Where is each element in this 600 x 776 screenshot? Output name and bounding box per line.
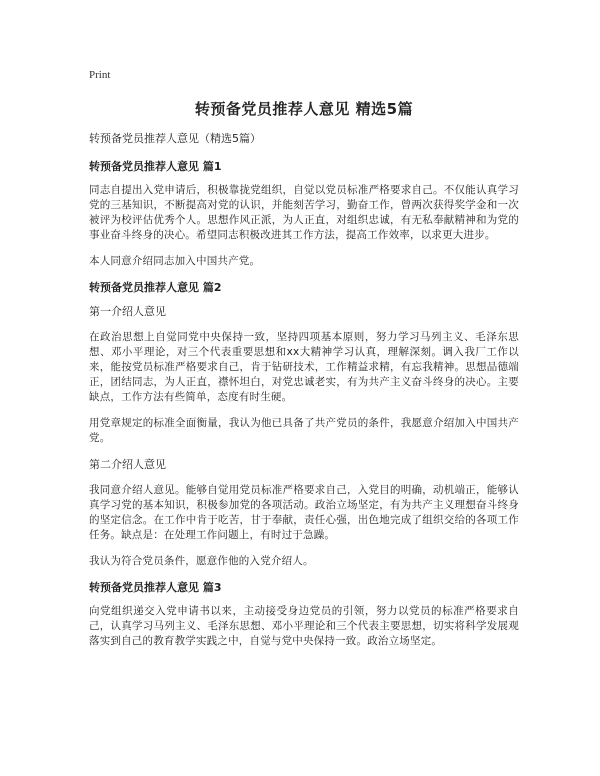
- paragraph: 同志自提出入党申请后，积极靠拢党组织，自觉以党员标准严格要求自己。不仅能认真学习党的三基知识，不断提高对党的认识，并能刻苦学习，勤奋工作，曾两次获得奖学金和一次被评为校评估优秀个人。思想作风正派，为人正直，对组织忠诚，有无私奉献精神和为党的事业奋斗终身的决心。希望同志积极改进其工作方法，提高工作效率，以求更大进步。: [89, 184, 519, 241]
- second-introducer-label: 第二介绍人意见: [89, 458, 166, 471]
- paragraph: 用党章规定的标准全面衡量，我认为他已具备了共产党员的条件，我愿意介绍加入中国共产党。: [89, 417, 519, 444]
- section-heading: 转预备党员推荐人意见 篇1: [89, 160, 222, 173]
- document-page: [89, 68, 519, 660]
- section-2: [89, 280, 519, 569]
- paragraph: 我同意介绍人意见。能够自觉用党员标准严格要求自己，入党目的明确，动机端正，能够认真学习党的基本知识，积极参加党的各项活动。政治立场坚定，有为共产主义理想奋斗终身的坚定信念。在工作中肯于吃苦，甘于奉献，责任心强，出色地完成了组织交给的各项工作任务。缺点是：在处理工作问题上，有时过于急躁。: [89, 484, 519, 541]
- paragraph: 本人同意介绍同志加入中国共产党。: [89, 255, 261, 267]
- print-label[interactable]: Print: [89, 69, 111, 81]
- section-heading: 转预备党员推荐人意见 篇2: [89, 281, 222, 294]
- first-introducer-label: 第一介绍人意见: [89, 305, 166, 318]
- page-title: 转预备党员推荐人意见 精选5篇: [194, 100, 414, 118]
- document-subtitle: 转预备党员推荐人意见（精选5篇）: [89, 132, 261, 145]
- paragraph: 向党组织递交入党申请书以来，主动接受身边党员的引领，努力以党员的标准严格要求自己，认真学习马列主义、毛泽东思想、邓小平理论和三个代表主要思想，切实将科学发展观落实到自己的教育教学实践之中，自觉与党中央保持一致。政治立场坚定。: [89, 605, 519, 647]
- section-1: [89, 159, 519, 269]
- section-3: [89, 580, 519, 649]
- paragraph: 我认为符合党员条件，愿意作他的入党介绍人。: [89, 555, 314, 567]
- section-heading: 转预备党员推荐人意见 篇3: [89, 581, 222, 594]
- paragraph: 在政治思想上自觉同党中央保持一致，坚持四项基本原则，努力学习马列主义、毛泽东思想、邓小平理论，对三个代表重要思想和xx大精神学习认真，理解深刻。调入我厂工作以来，能按党员标准严格要求自己，肯于钻研技术，工作精益求精，有忘我精神。思想品德端正，团结同志，为人正直，襟怀坦白，对党忠诚老实，有为共产主义奋斗终身的决心。主要缺点，工作方法有些简单，态度有时生硬。: [89, 331, 519, 403]
